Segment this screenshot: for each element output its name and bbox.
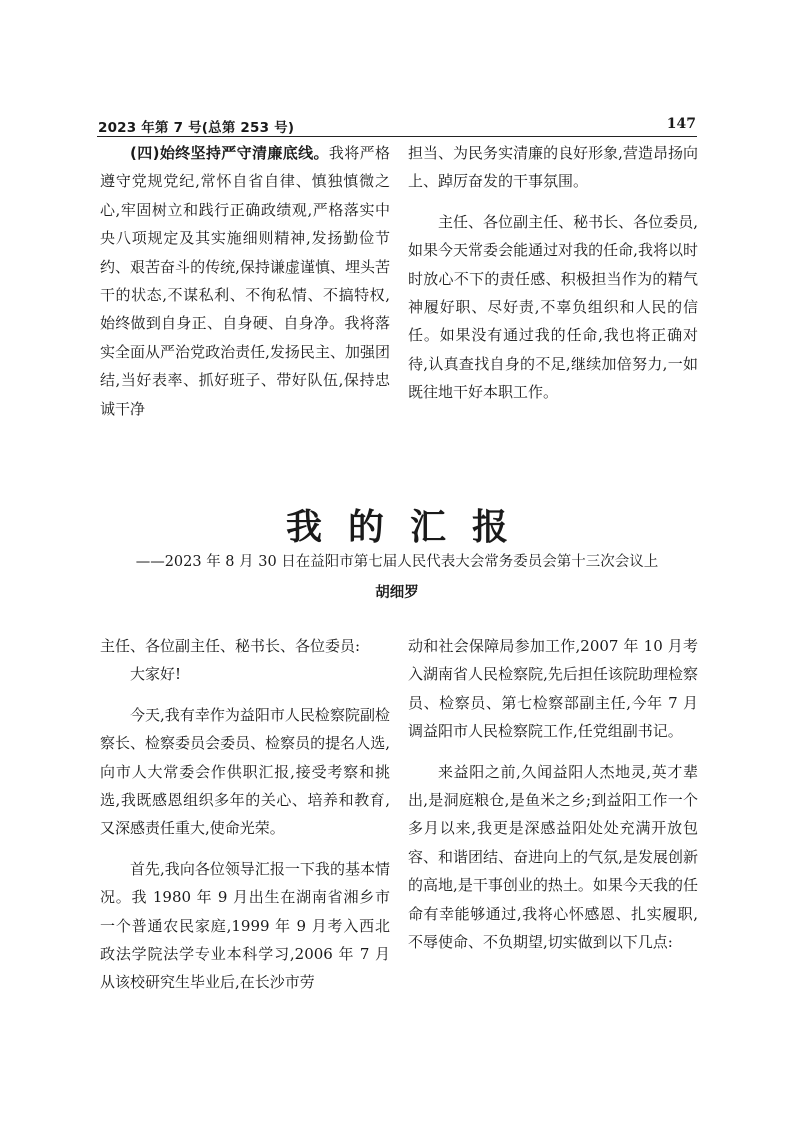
article-column-right (408, 632, 698, 956)
paragraph-continuation: 动和社会保障局参加工作,2007 年 10 月考入湖南省人民检察院,先后担任该院助理检察员、检察员、第七检察部副主任,今年 7 月调益阳市人民检察院工作,任党组副书记。 (408, 637, 698, 741)
article-column-left (100, 632, 390, 997)
salutation: 主任、各位副主任、秘书长、各位委员: (100, 637, 361, 655)
section-heading: (四)始终坚持严守清廉底线。 (130, 144, 329, 162)
paragraph-text: 我将严格遵守党规党纪,常怀自省自律、慎独慎微之心,牢固树立和践行正确政绩观,严格落实中央八项规定及其实施细则精神,发扬勤俭节约、艰苦奋斗的传统,保持谦虚谨慎、埋头苦干的状态,不谋私利、不徇私情、不搞特权,始终做到自身正、自身硬、自身净。我将落实全面从严治党政治责任,发扬民主、加强团结,当好表率、抓好班子、带好队伍,保持忠诚干净 (100, 144, 390, 418)
prev-article-column-right (408, 139, 698, 407)
prev-article-column-left (100, 139, 390, 423)
article-title: 我的汇报 (285, 506, 534, 548)
article-subtitle: ——2023 年 8 月 30 日在益阳市第七届人民代表大会常务委员会第十三次会议上 (135, 554, 659, 570)
article-paragraph: 今天,我有幸作为益阳市人民检察院副检察长、检察委员会委员、检察员的提名人选,向市人大常委会作供职汇报,接受考察和挑选,我既感恩组织多年的关心、培养和教育,又深感责任重大,使命光荣。 (100, 705, 390, 838)
article-paragraph: 首先,我向各位领导汇报一下我的基本情况。我 1980 年 9 月出生在湖南省湘乡市一个普通农民家庭,1999 年 9 月考入西北政法学院法学专业本科学习,2006 年 7 月从该校研究生毕业后,在长沙市劳 (100, 859, 390, 992)
prev-article-paragraph (100, 139, 390, 423)
header-rule (97, 136, 697, 137)
prev-article-closing-paragraph: 主任、各位副主任、秘书长、各位委员,如果今天常委会能通过对我的任命,我将以时时放心不下的责任感、积极担当作为的精气神履好职、尽好责,不辜负组织和人民的信任。如果没有通过我的任命,我也将正确对待,认真查找自身的不足,继续加倍努力,一如既往地干好本职工作。 (408, 212, 698, 402)
greeting: 大家好! (130, 665, 182, 684)
paragraph-continuation: 担当、为民务实清廉的良好形象,营造昂扬向上、踔厉奋发的干事氛围。 (408, 144, 698, 191)
running-header-issue: 2023 年第 7 号(总第 253 号) (98, 120, 295, 136)
article-paragraph: 来益阳之前,久闻益阳人杰地灵,英才辈出,是洞庭粮仓,是鱼米之乡;到益阳工作一个多月以来,我更是深感益阳处处充满开放包容、和谐团结、奋进向上的气氛,是发展创新的高地,是干事创业的热土。如果今天我的任命有幸能够通过,我将心怀感恩、扎实履职,不辱使命、不负期望,切实做到以下几点: (408, 762, 698, 952)
page-number: 147 (666, 116, 696, 132)
article-author: 胡细罗 (375, 585, 419, 601)
